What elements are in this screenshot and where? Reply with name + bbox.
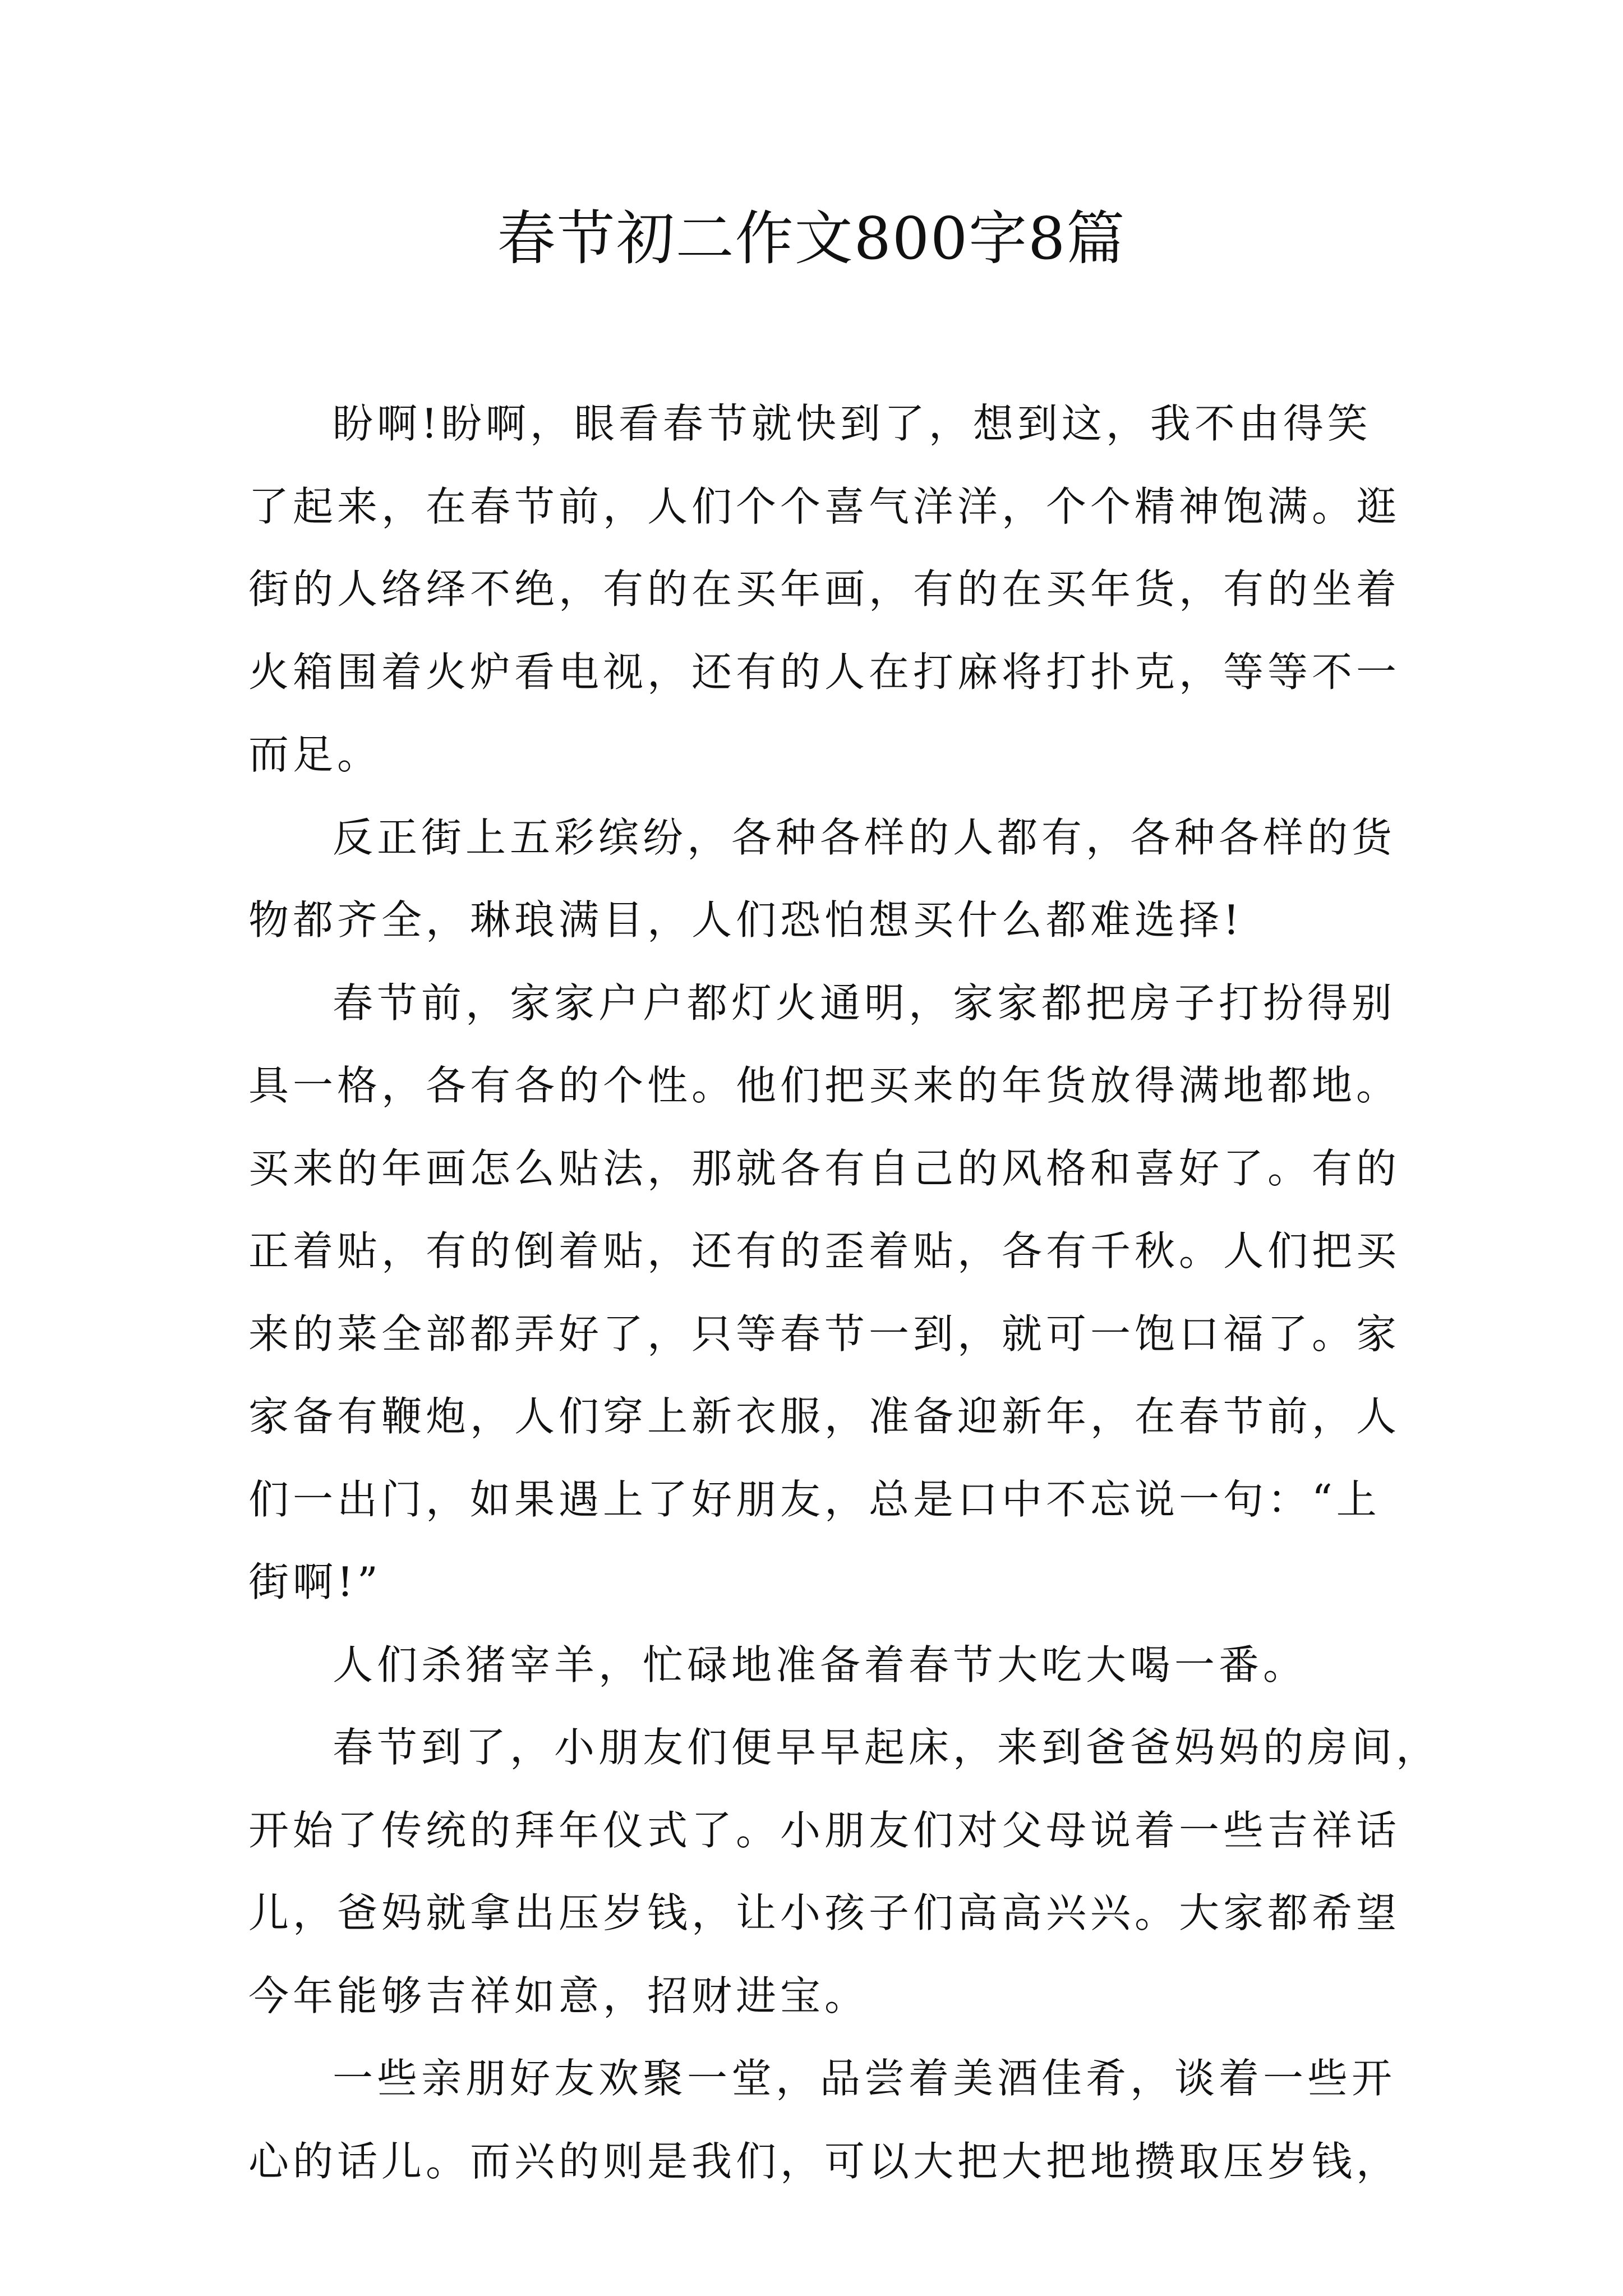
text-line: 火箱围着火炉看电视，还有的人在打麻将打扑克，等等不一 xyxy=(248,648,1401,696)
text-line: 街啊!” xyxy=(248,1558,382,1605)
text-line: 们一出门，如果遇上了好朋友，总是口中不忘说一句：“上 xyxy=(248,1475,1381,1523)
text-line: 开始了传统的拜年仪式了。小朋友们对父母说着一些吉祥话 xyxy=(248,1806,1401,1854)
paragraph-6 xyxy=(248,2037,1401,2203)
text-line: 了起来，在春节前，人们个个喜气洋洋，个个精神饱满。逛 xyxy=(248,482,1401,530)
article-body xyxy=(248,383,1441,2203)
text-line: 今年能够吉祥如意，招财进宝。 xyxy=(248,1972,869,2019)
text-line: 春节前，家家户户都灯火通明，家家都把房子打扮得别 xyxy=(333,979,1396,1027)
text-line: 街的人络绎不绝，有的在买年画，有的在买年货，有的坐着 xyxy=(248,565,1401,613)
text-line: 春节到了，小朋友们便早早起床，来到爸爸妈妈的房间， xyxy=(333,1724,1441,1771)
paragraph-5 xyxy=(248,1706,1441,2037)
paragraph-2 xyxy=(248,797,1396,962)
text-line: 来的菜全部都弄好了，只等春节一到，就可一饱口福了。家 xyxy=(248,1310,1401,1358)
text-line: 一些亲朋好友欢聚一堂，品尝着美酒佳肴，谈着一些开 xyxy=(333,2055,1396,2102)
text-line: 而足。 xyxy=(248,731,382,778)
text-line: 反正街上五彩缤纷，各种各样的人都有，各种各样的货 xyxy=(333,813,1396,861)
text-line: 儿，爸妈就拿出压岁钱，让小孩子们高高兴兴。大家都希望 xyxy=(248,1889,1401,1936)
text-line: 盼啊!盼啊，眼看春节就快到了，想到这，我不由得笑 xyxy=(333,400,1372,447)
text-line: 买来的年画怎么贴法，那就各有自己的风格和喜好了。有的 xyxy=(248,1144,1401,1192)
text-line: 心的话儿。而兴的则是我们，可以大把大把地攒取压岁钱， xyxy=(248,2137,1401,2185)
text-line: 正着贴，有的倒着贴，还有的歪着贴，各有千秋。人们把买 xyxy=(248,1227,1401,1274)
text-line: 人们杀猪宰羊，忙碌地准备着春节大吃大喝一番。 xyxy=(333,1641,1308,1688)
text-line: 物都齐全，琳琅满目，人们恐怕想买什么都难选择! xyxy=(248,896,1243,944)
text-line: 家备有鞭炮，人们穿上新衣服，准备迎新年，在春节前，人 xyxy=(248,1393,1401,1440)
paragraph-4 xyxy=(248,1624,1387,1707)
paragraph-1 xyxy=(248,383,1401,797)
text-line: 具一格，各有各的个性。他们把买来的年货放得满地都地。 xyxy=(248,1062,1401,1109)
page-title: 春节初二作文800字8篇 xyxy=(497,204,1126,273)
paragraph-3 xyxy=(248,962,1401,1624)
